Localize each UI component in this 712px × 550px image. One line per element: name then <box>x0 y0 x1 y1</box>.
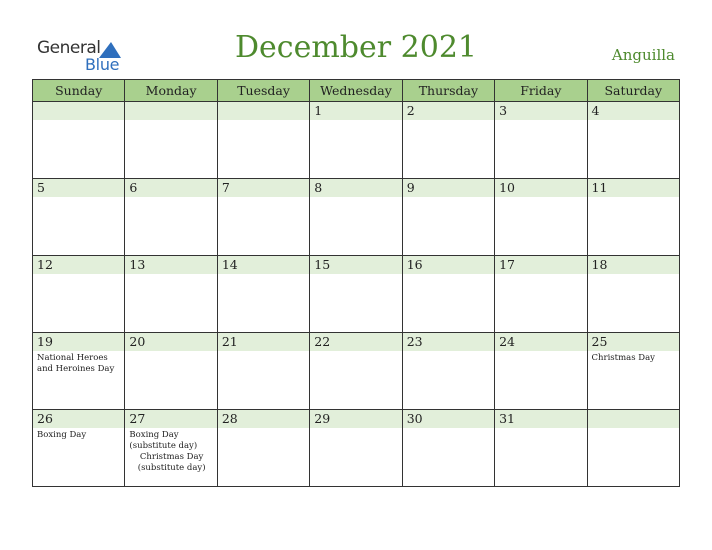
day-cell-content <box>33 256 124 332</box>
day-cell <box>217 256 309 333</box>
day-cell <box>125 256 217 333</box>
page-title: December 2021 <box>235 30 477 65</box>
calendar-week-row <box>33 410 680 487</box>
day-cell <box>217 102 309 179</box>
holiday-label: Christmas Day (substitute day) <box>137 452 206 473</box>
day-cell-content <box>310 102 401 178</box>
holiday-label: Boxing Day <box>37 430 87 440</box>
day-cell-content <box>33 179 124 255</box>
day-cell-content <box>218 256 309 332</box>
day-number: 1 <box>310 102 401 120</box>
weekday-header: Sunday <box>33 80 125 102</box>
weekday-header: Monday <box>125 80 217 102</box>
day-cell-content <box>218 102 309 178</box>
day-cell <box>33 333 125 410</box>
day-cell <box>402 179 494 256</box>
day-cell-content <box>588 179 679 255</box>
day-cell-content <box>310 333 401 409</box>
day-cell-content <box>495 179 586 255</box>
day-cell-content <box>495 256 586 332</box>
day-cell-content <box>495 102 586 178</box>
day-number <box>33 102 124 120</box>
day-cell-content <box>33 410 124 486</box>
day-cell <box>125 333 217 410</box>
day-number: 4 <box>588 102 679 120</box>
day-cell-content <box>125 179 216 255</box>
day-number: 27 <box>125 410 216 428</box>
day-cell <box>587 333 679 410</box>
day-cell-content <box>588 102 679 178</box>
weekday-header: Wednesday <box>310 80 402 102</box>
country-label: Anguilla <box>611 46 675 64</box>
day-cell-content <box>403 333 494 409</box>
day-cell <box>217 333 309 410</box>
day-number: 26 <box>33 410 124 428</box>
day-number: 22 <box>310 333 401 351</box>
day-cell-content <box>403 102 494 178</box>
day-cell-content <box>495 410 586 486</box>
day-cell <box>33 410 125 487</box>
day-cell-content <box>218 179 309 255</box>
day-cell-content <box>403 256 494 332</box>
day-cell <box>33 256 125 333</box>
day-cell <box>125 179 217 256</box>
day-cell-content <box>33 333 124 409</box>
day-cell-content <box>403 410 494 486</box>
day-number: 15 <box>310 256 401 274</box>
day-cell <box>125 102 217 179</box>
day-cell-content <box>218 410 309 486</box>
day-cell-content <box>33 102 124 178</box>
day-cell <box>125 410 217 487</box>
day-cell <box>587 102 679 179</box>
day-number: 24 <box>495 333 586 351</box>
day-cell-content <box>125 256 216 332</box>
day-cell <box>33 179 125 256</box>
day-number: 25 <box>588 333 679 351</box>
day-cell <box>495 410 587 487</box>
day-cell <box>310 410 402 487</box>
day-cell <box>310 333 402 410</box>
day-number: 19 <box>33 333 124 351</box>
weekday-header: Tuesday <box>217 80 309 102</box>
logo-text-blue: Blue <box>85 55 120 74</box>
day-cell-content <box>125 102 216 178</box>
logo-text-general: General <box>37 38 101 58</box>
day-number: 29 <box>310 410 401 428</box>
calendar-week-row <box>33 333 680 410</box>
day-cell-content <box>588 256 679 332</box>
calendar-week-row <box>33 179 680 256</box>
day-number: 3 <box>495 102 586 120</box>
day-cell <box>402 256 494 333</box>
day-number: 10 <box>495 179 586 197</box>
day-cell <box>587 179 679 256</box>
holiday-label: Boxing Day (substitute day) <box>129 430 198 451</box>
holiday-label: Christmas Day <box>591 353 655 363</box>
day-cell <box>587 410 679 487</box>
day-number: 13 <box>125 256 216 274</box>
day-number: 11 <box>588 179 679 197</box>
day-cell <box>217 179 309 256</box>
weekday-header: Thursday <box>402 80 494 102</box>
day-cell <box>217 410 309 487</box>
day-number: 18 <box>588 256 679 274</box>
day-number: 6 <box>125 179 216 197</box>
day-number <box>218 102 309 120</box>
weekday-header: Saturday <box>587 80 679 102</box>
day-cell <box>33 102 125 179</box>
day-cell <box>587 256 679 333</box>
day-number: 21 <box>218 333 309 351</box>
day-cell-content <box>310 256 401 332</box>
holiday-label: National Heroes and Heroines Day <box>37 353 115 374</box>
day-number: 28 <box>218 410 309 428</box>
day-number: 16 <box>403 256 494 274</box>
day-cell <box>495 256 587 333</box>
day-number: 30 <box>403 410 494 428</box>
day-cell-content <box>125 410 216 486</box>
day-number: 12 <box>33 256 124 274</box>
day-number: 8 <box>310 179 401 197</box>
day-number: 31 <box>495 410 586 428</box>
weekday-header-row <box>33 80 680 102</box>
calendar-week-row <box>33 102 680 179</box>
day-number <box>125 102 216 120</box>
calendar-body <box>33 102 680 487</box>
day-cell <box>310 102 402 179</box>
day-cell-content <box>588 410 679 486</box>
day-cell-content <box>125 333 216 409</box>
day-number: 7 <box>218 179 309 197</box>
day-cell <box>495 179 587 256</box>
calendar-grid <box>32 79 680 487</box>
day-cell <box>402 102 494 179</box>
day-cell <box>495 102 587 179</box>
weekday-header: Friday <box>495 80 587 102</box>
day-cell-content <box>495 333 586 409</box>
day-cell <box>495 333 587 410</box>
day-number: 5 <box>33 179 124 197</box>
day-number: 2 <box>403 102 494 120</box>
day-number: 9 <box>403 179 494 197</box>
day-number <box>588 410 679 428</box>
day-cell <box>310 179 402 256</box>
day-cell <box>310 256 402 333</box>
calendar-week-row <box>33 256 680 333</box>
day-cell <box>402 333 494 410</box>
day-cell-content <box>588 333 679 409</box>
day-number: 14 <box>218 256 309 274</box>
day-cell <box>402 410 494 487</box>
day-cell-content <box>218 333 309 409</box>
day-cell-content <box>310 179 401 255</box>
day-number: 20 <box>125 333 216 351</box>
day-number: 17 <box>495 256 586 274</box>
day-cell-content <box>310 410 401 486</box>
day-cell-content <box>403 179 494 255</box>
day-number: 23 <box>403 333 494 351</box>
